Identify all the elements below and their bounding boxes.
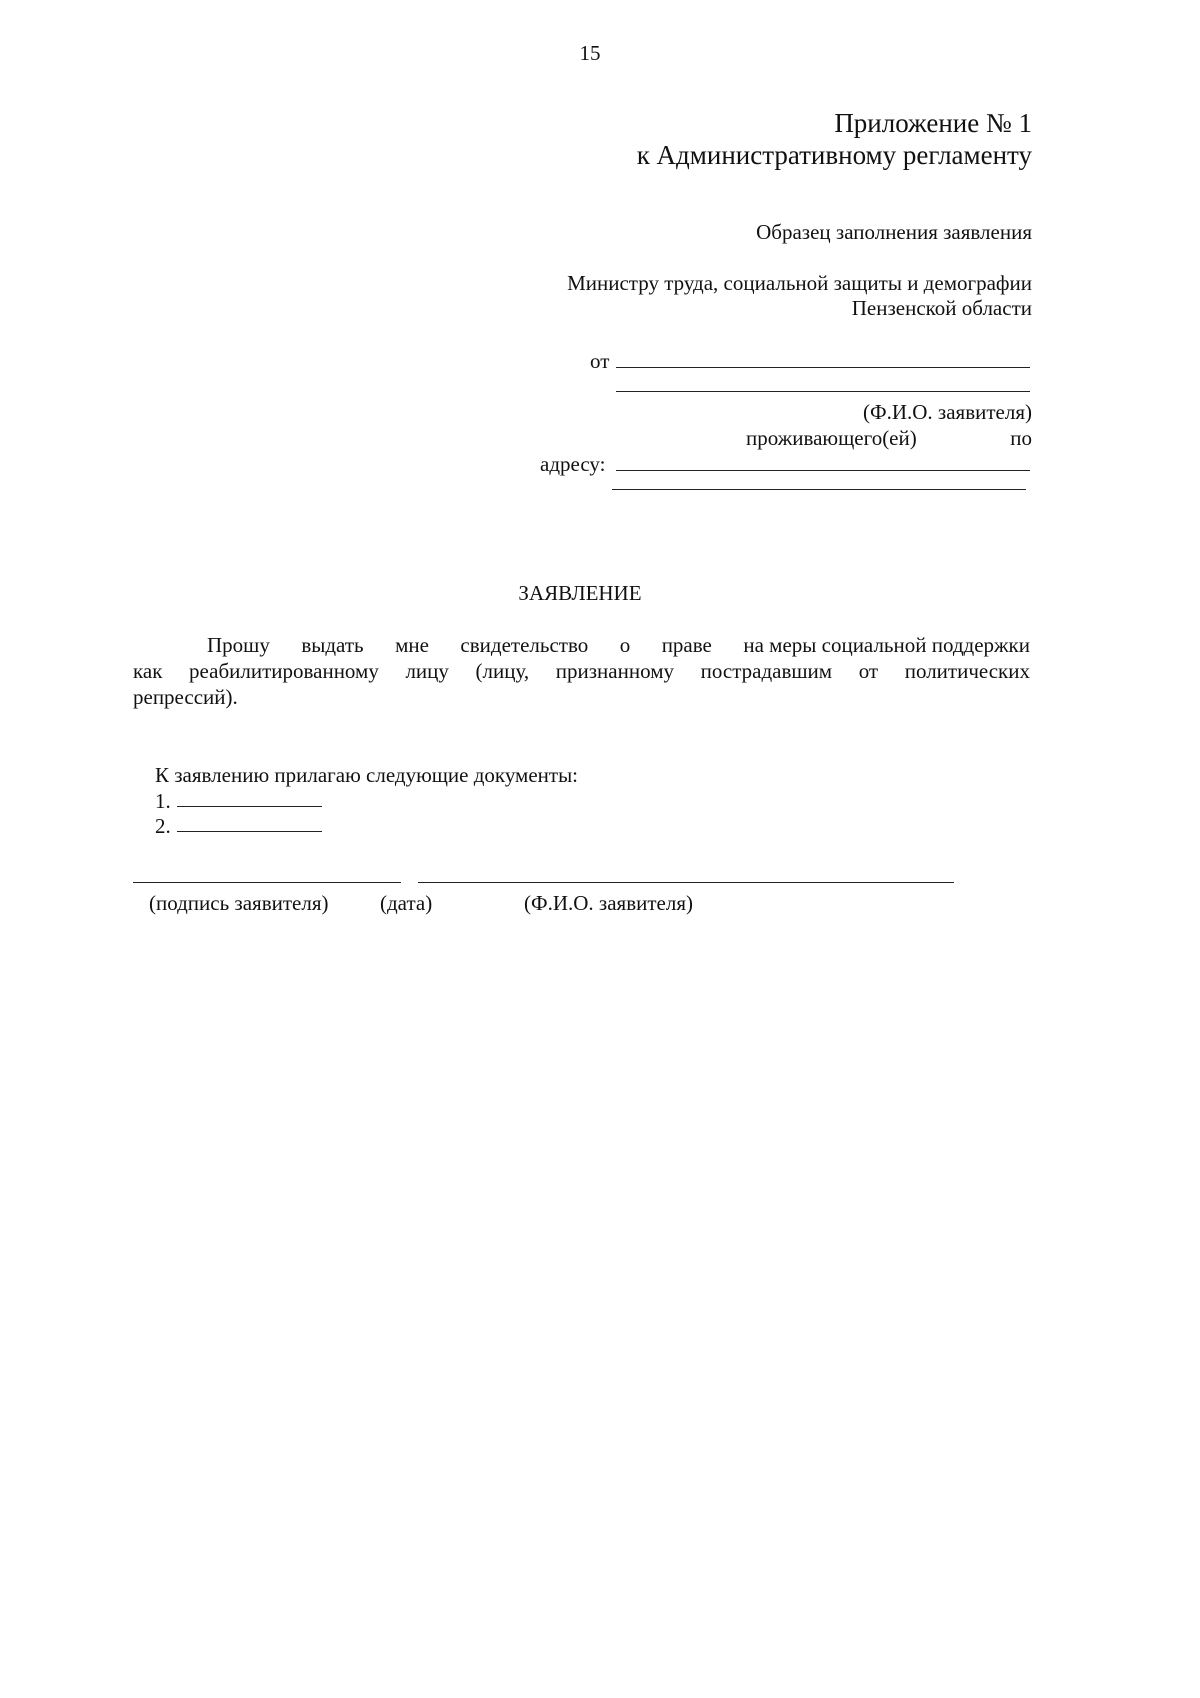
body-word: политических [904,659,1030,683]
address-label: адресу: [540,452,606,476]
body-word: реабилитированному [189,659,379,683]
body-word: от [858,659,879,683]
attachments-intro: К заявлению прилагаю следующие документы: [155,763,579,787]
sample-label: Образец заполнения заявления [756,220,1032,244]
signature-line [133,882,401,883]
appendix-title: Приложение № 1 [834,108,1032,138]
attachment-item-1-number: 1. [155,789,171,813]
addressee-line-2: Пензенской области [851,296,1032,320]
from-label: от [590,349,610,373]
attachment-item-1-line [177,806,322,807]
appendix-subtitle: к Административному регламенту [636,140,1032,170]
attachment-item-2-line [177,831,322,832]
attachment-item-2-number: 2. [155,814,171,838]
residing-label: проживающего(ей) [746,426,917,450]
body-word: праве [661,633,712,657]
body-line-1 [207,632,1030,658]
addressee-line-1: Министру труда, социальной защиты и демографии [567,271,1032,295]
applicant-name-line-1 [616,367,1030,368]
body-word: свидетельство [460,633,589,657]
body-word: выдать [301,633,364,657]
body-word: мне [395,633,429,657]
address-line-2 [612,489,1026,490]
body-line-2 [133,658,1030,684]
body-word: на меры социальной поддержки [743,633,1030,657]
body-word: как [133,659,163,683]
applicant-name-caption: (Ф.И.О. заявителя) [863,400,1032,424]
date-caption: (дата) [380,891,433,915]
name-caption: (Ф.И.О. заявителя) [524,891,693,915]
signature-caption: (подпись заявителя) [149,891,329,915]
name-line [418,882,954,883]
body-word: Прошу [207,633,270,657]
body-word: (лицу, [475,659,530,683]
body-word: лицу [405,659,449,683]
body-line-3: репрессий). [133,685,238,709]
at-label: по [1010,426,1032,450]
body-word: признанному [555,659,674,683]
page-number: 15 [579,41,601,65]
address-line-1 [616,470,1030,471]
document-title: ЗАЯВЛЕНИЕ [518,581,642,605]
body-word: о [619,633,631,657]
applicant-name-line-2 [616,391,1030,392]
body-word: пострадавшим [700,659,833,683]
